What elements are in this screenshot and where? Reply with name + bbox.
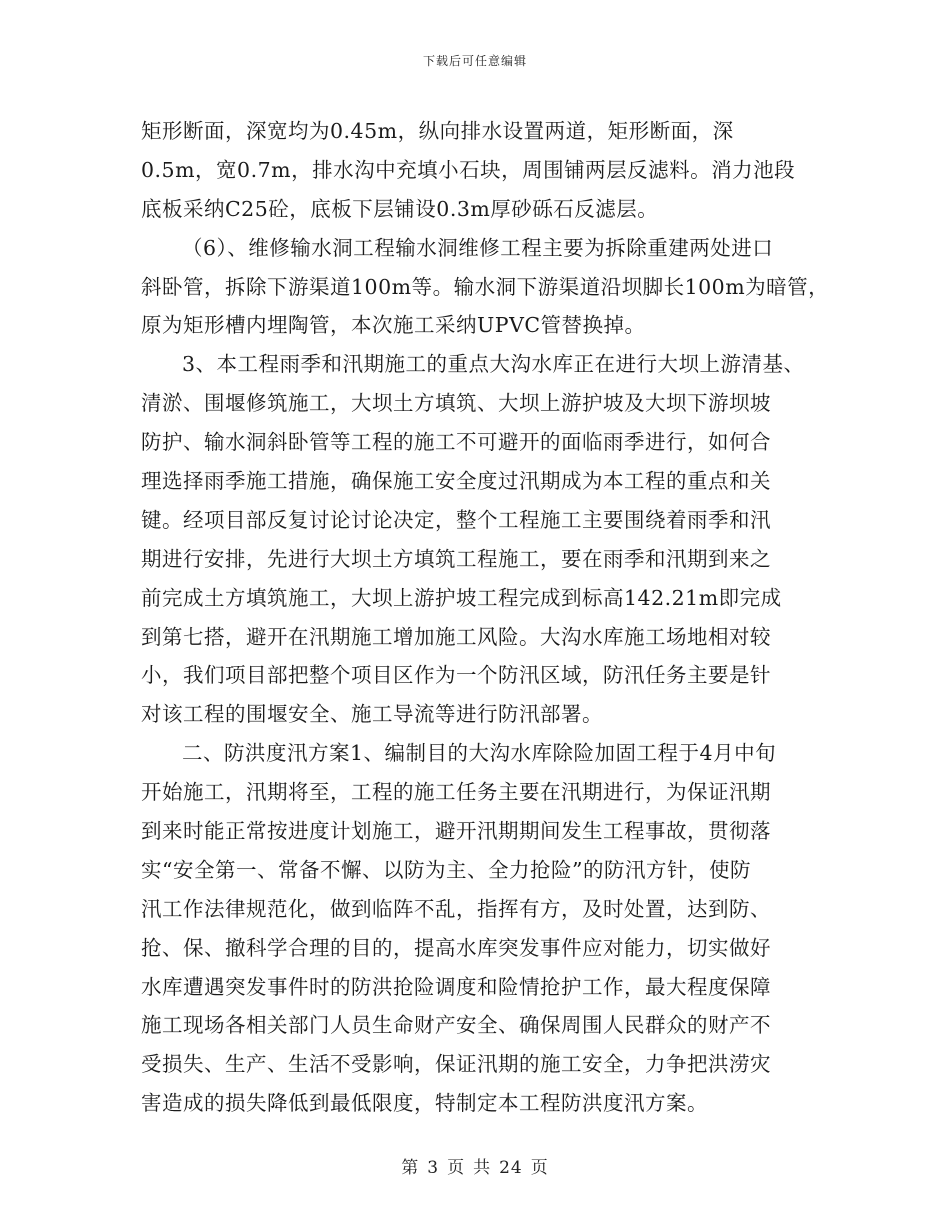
- text-line: 0.5m，宽0.7m，排水沟中充填小石块，周围铺两层反滤料。消力池段: [141, 157, 796, 182]
- text-line: 害造成的损失降低到最低限度，特制定本工程防洪度汛方案。: [141, 1091, 708, 1116]
- text-line: 斜卧管，拆除下游渠道100m等。输水洞下游渠道沿坝脚长100m为暗管，: [141, 274, 830, 299]
- text-line: 汛工作法律规范化，做到临阵不乱，指挥有方，及时处置，达到防、: [141, 896, 771, 921]
- text-line: 3、本工程雨季和汛期施工的重点大沟水库正在进行大坝上游清基、: [182, 352, 805, 377]
- text-line: 键。经项目部反复讨论讨论决定，整个工程施工主要围绕着雨季和汛: [141, 507, 771, 532]
- text-line: 水库遭遇突发事件时的防洪抢险调度和险情抢护工作，最大程度保障: [141, 974, 771, 999]
- text-line: （6）、维修输水洞工程输水洞维修工程主要为拆除重建两处进口: [182, 235, 774, 260]
- text-line: 理选择雨季施工措施，确保施工安全度过汛期成为本工程的重点和关: [141, 469, 771, 494]
- footer-total-label: 共: [473, 1158, 492, 1178]
- text-line: 小，我们项目部把整个项目区作为一个防汛区域，防汛任务主要是针: [141, 663, 771, 688]
- text-line: 二、防洪度汛方案1、编制目的大沟水库除险加固工程于4月中旬: [182, 741, 777, 766]
- text-line: 对该工程的围堰安全、施工导流等进行防汛部署。: [141, 702, 603, 727]
- text-line: 前完成土方填筑施工，大坝上游护坡工程完成到标高142.21m即完成: [141, 585, 782, 610]
- text-line: 期进行安排，先进行大坝土方填筑工程施工，要在雨季和汛期到来之: [141, 546, 771, 571]
- document-body: [141, 112, 831, 1123]
- text-line: 防护、输水洞斜卧管等工程的施工不可避开的面临雨季进行，如何合: [141, 430, 771, 455]
- text-line: 矩形断面，深宽均为0.45m，纵向排水设置两道，矩形断面，深: [141, 119, 734, 143]
- text-line: 底板采纳C25砼，底板下层铺设0.3m厚砂砾石反滤层。: [141, 196, 659, 221]
- page-header: 下载后可任意编辑: [422, 54, 527, 68]
- text-line: 开始施工，汛期将至，工程的施工任务主要在汛期进行，为保证汛期: [141, 780, 771, 805]
- footer-current-page: 3: [427, 1158, 440, 1178]
- text-line: 实“安全第一、常备不懈、以防为主、全力抢险”的防汛方针，使防: [141, 857, 751, 882]
- footer-total-pages: 24: [499, 1158, 523, 1178]
- footer-total-unit: 页: [530, 1158, 549, 1178]
- text-line: 施工现场各相关部门人员生命财产安全、确保周围人民群众的财产不: [141, 1013, 771, 1038]
- text-line: 清淤、围堰修筑施工，大坝土方填筑、大坝上游护坡及大坝下游坝坡: [141, 391, 771, 416]
- footer-page-unit: 页: [447, 1158, 466, 1178]
- text-line: 到第七搭，避开在汛期施工增加施工风险。大沟水库施工场地相对较: [141, 624, 771, 649]
- page-footer: [0, 1153, 950, 1178]
- footer-page-label: 第: [401, 1158, 420, 1178]
- text-line: 受损失、生产、生活不受影响，保证汛期的施工安全，力争把洪涝灾: [141, 1052, 771, 1077]
- text-line: 抢、保、撤科学合理的目的，提高水库突发事件应对能力，切实做好: [141, 935, 771, 960]
- text-line: 到来时能正常按进度计划施工，避开汛期期间发生工程事故，贯彻落: [141, 819, 771, 844]
- text-line: 原为矩形槽内埋陶管，本次施工采纳UPVC管替换掉。: [141, 313, 646, 338]
